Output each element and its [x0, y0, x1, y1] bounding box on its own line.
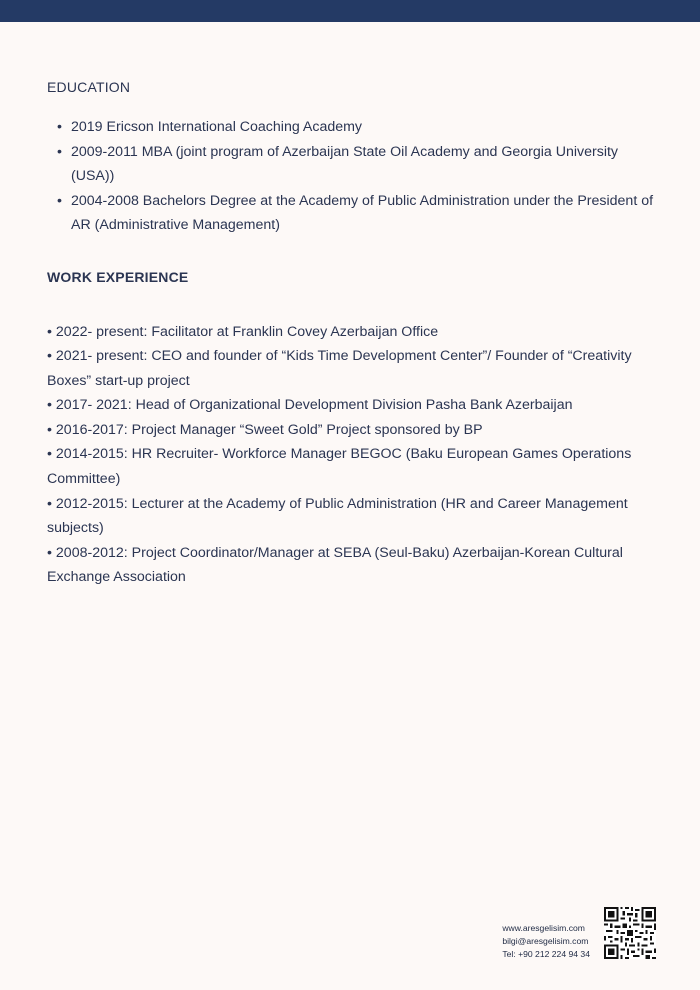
footer-phone: Tel: +90 212 224 94 34 — [502, 949, 590, 960]
work-item: • 2012-2015: Lecturer at the Academy of Public Administration (HR and Career Management subjects) — [47, 495, 628, 537]
education-item-text: 2004-2008 Bachelors Degree at the Academy of Public Administration under the President of AR (Administrative Management) — [71, 192, 654, 233]
work-item: • 2016-2017: Project Manager “Sweet Gold” Project sponsored by BP — [47, 421, 483, 438]
work-item: • 2017- 2021: Head of Organizational Development Division Pasha Bank Azerbaijan — [47, 397, 573, 414]
bullet-icon: • — [57, 119, 62, 135]
bullet-icon: • — [57, 192, 62, 209]
footer-email[interactable]: bilgi@aresgelisim.com — [502, 936, 589, 947]
footer-contact — [502, 922, 590, 962]
education-item — [47, 189, 657, 238]
qr-code-graphic — [604, 907, 656, 959]
education-list — [47, 115, 657, 238]
qr-code-icon — [604, 907, 656, 959]
education-item — [47, 140, 657, 189]
work-item: • 2022- present: Facilitator at Franklin Covey Azerbaijan Office — [47, 323, 439, 340]
resume-content — [47, 78, 657, 590]
bullet-icon: • — [57, 143, 62, 160]
work-item: • 2008-2012: Project Coordinator/Manager at SEBA (Seul-Baku) Azerbaijan-Korean Cultural Exchange Association — [47, 544, 623, 586]
work-item: • 2021- present: CEO and founder of “Kids Time Development Center”/ Founder of “Creativity Boxes” start-up project — [47, 348, 632, 389]
education-item-text: 2019 Ericson International Coaching Academy — [71, 119, 363, 135]
work-experience-heading: WORK EXPERIENCE — [47, 268, 189, 285]
education-heading: EDUCATION — [47, 79, 131, 95]
work-item: • 2014-2015: HR Recruiter- Workforce Manager BEGOC (Baku European Games Operations Committee) — [47, 446, 632, 488]
work-experience-list — [47, 320, 657, 591]
top-header-bar — [0, 0, 700, 22]
education-item — [47, 115, 657, 140]
education-item-text: 2009-2011 MBA (joint program of Azerbaijan State Oil Academy and Georgia University (USA)) — [71, 143, 619, 184]
footer-website[interactable]: www.aresgelisim.com — [502, 923, 585, 933]
